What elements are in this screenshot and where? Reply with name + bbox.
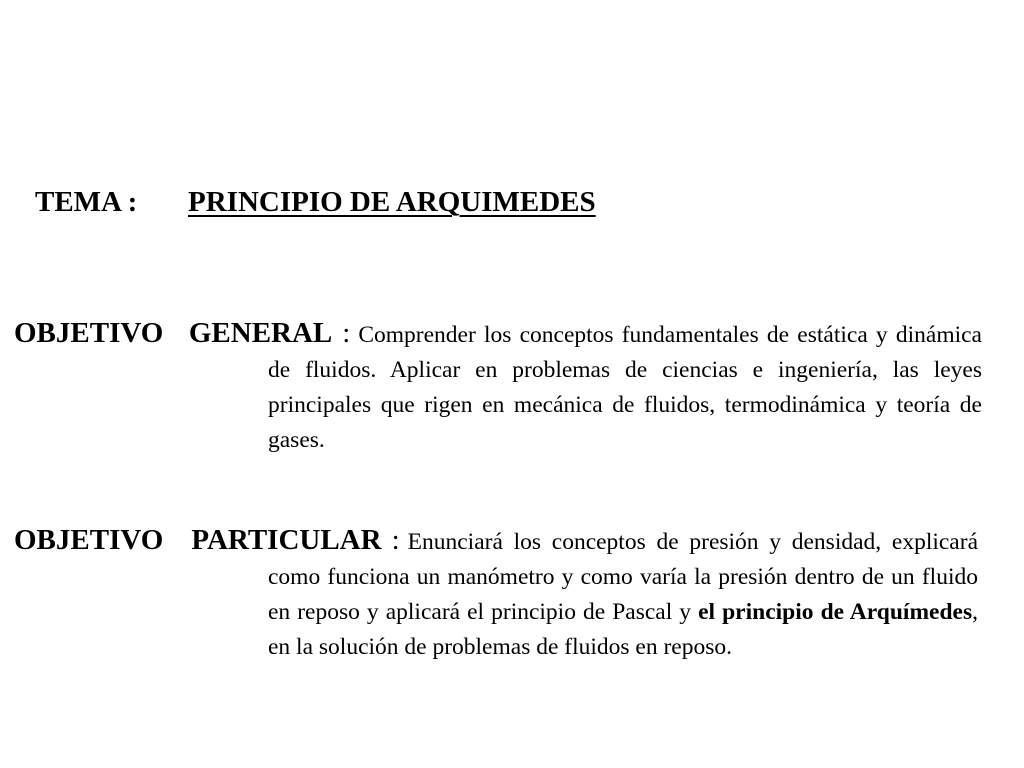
particular-objective-emphasis: el principio de Arquímedes [698, 599, 973, 625]
particular-objective-text-start: Enunciará los conceptos de presión y densidad, explicará como funciona un manómetro y como varía la presión dentro de un fluido en reposo y aplicará el principio de Pascal y [268, 529, 978, 625]
topic-row [35, 186, 596, 219]
topic-title: PRINCIPIO DE ARQUIMEDES [188, 186, 596, 218]
particular-objective [14, 523, 978, 665]
general-objective-text: Comprender los conceptos fundamentales de estática y dinámica de fluidos. Aplicar en problemas de ciencias e ingeniería, las leyes principales que rigen en mecánica de fluidos, termodinámica y teoría de gases. [268, 322, 982, 453]
particular-objective-colon: : [391, 524, 400, 556]
topic-label: TEMA : [35, 186, 138, 218]
general-objective-heading: OBJETIVO GENERAL [14, 317, 333, 349]
general-objective [14, 316, 982, 458]
general-objective-colon: : [342, 317, 351, 349]
particular-objective-text-end: , en la solución de problemas de fluidos en reposo. [268, 599, 978, 660]
particular-objective-heading: OBJETIVO PARTICULAR [14, 524, 382, 556]
